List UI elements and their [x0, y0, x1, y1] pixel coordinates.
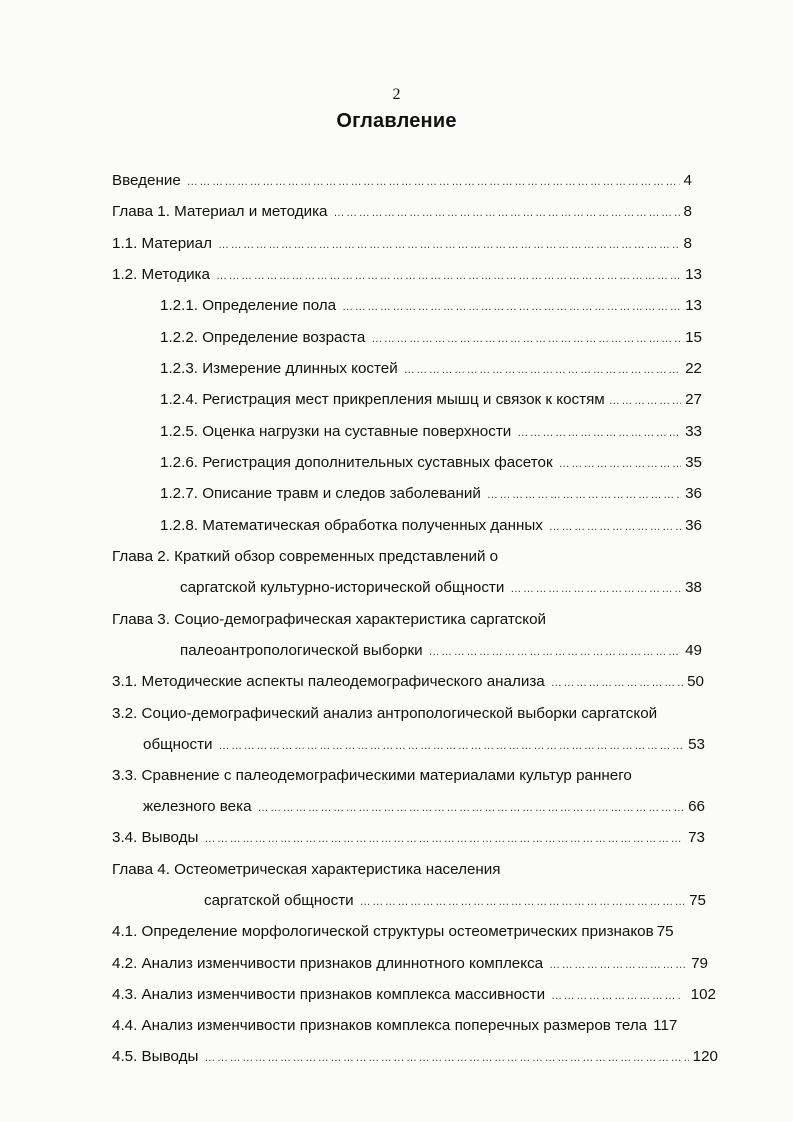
dot-leader [258, 797, 685, 819]
toc-entry-page: 8 [683, 235, 692, 252]
toc-entry-page: 35 [685, 454, 702, 471]
toc-entry-label: 4.4. Анализ изменчивости признаков комплекса поперечных размеров тела [112, 1017, 648, 1034]
toc-entry-1-2-5[interactable] [160, 421, 702, 443]
toc-entry-4-5[interactable] [112, 1046, 718, 1068]
toc-entry-label: 1.2.7. Описание травм и следов заболеваний [160, 485, 481, 502]
dot-leader [429, 641, 682, 663]
toc-entry-label: 1.2.1. Определение пола [160, 297, 337, 314]
toc-entry-page: 79 [691, 955, 708, 972]
toc-entry-4-3[interactable] [112, 984, 716, 1006]
toc-entry-introduction[interactable] [112, 170, 692, 192]
toc-entry-3-2[interactable] [143, 734, 705, 756]
toc-entry-page: 75 [656, 923, 674, 940]
toc-entry-page: 50 [687, 673, 704, 690]
toc-entry-page: 102 [690, 986, 716, 1003]
toc-entry-page: 36 [685, 485, 702, 502]
dot-leader [551, 672, 683, 694]
toc-entry-page: 13 [685, 297, 702, 314]
toc-entry-label: 1.2. Методика [112, 266, 210, 283]
dot-leader [334, 202, 680, 224]
toc-entry-label: 4.5. Выводы [112, 1048, 199, 1065]
toc-entry-chapter-3-heading[interactable]: Глава 3. Социо-демографическая характеристика саргатской [112, 611, 547, 628]
toc-entry-label: палеоантропологической выборки [180, 642, 423, 659]
toc-entry-label: железного века [143, 798, 252, 815]
dot-leader [218, 234, 680, 256]
dot-leader [609, 390, 681, 412]
dot-leader [342, 296, 681, 318]
toc-entry-3-3-heading[interactable]: 3.3. Сравнение с палеодемографическими материалами культур раннего [112, 767, 632, 784]
toc-entry-1-2-8[interactable] [160, 515, 702, 537]
toc-entry-1-2-3[interactable] [160, 358, 702, 380]
toc-entry-label: Глава 1. Материал и методика [112, 203, 328, 220]
toc-entry-page: 49 [685, 642, 702, 659]
dot-leader [219, 735, 685, 757]
toc-entry-chapter-2-heading[interactable]: Глава 2. Краткий обзор современных представлений о [112, 548, 499, 565]
toc-entry-label: 1.2.6. Регистрация дополнительных суставных фасеток [160, 454, 553, 471]
toc-entry-3-4[interactable] [112, 827, 705, 849]
toc-entry-label: 1.2.2. Определение возраста [160, 329, 366, 346]
dot-leader [487, 484, 681, 506]
toc-entry-1-2-2[interactable] [160, 327, 702, 349]
toc-entry-1-1[interactable] [112, 233, 692, 255]
toc-entry-chapter-3[interactable] [180, 640, 702, 662]
dot-leader [360, 891, 685, 913]
toc-entry-4-4[interactable] [112, 1015, 718, 1037]
toc-entry-page: 4 [683, 172, 692, 189]
toc-entry-page: 22 [685, 360, 702, 377]
toc-entry-chapter-1[interactable] [112, 201, 692, 223]
toc-entry-label: саргатской общности [204, 892, 354, 909]
toc-entry-1-2-7[interactable] [160, 483, 702, 505]
toc-entry-page: 38 [685, 579, 702, 596]
toc-entry-label: 3.4. Выводы [112, 829, 199, 846]
dot-leader [404, 359, 681, 381]
toc-entry-1-2[interactable] [112, 264, 702, 286]
toc-entry-page: 120 [692, 1048, 718, 1065]
toc-entry-label: 3.1. Методические аспекты палеодемографического анализа [112, 673, 545, 690]
dot-leader [216, 265, 681, 287]
toc-entry-3-2-heading[interactable]: 3.2. Социо-демографический анализ антропологической выборки саргатской [112, 705, 658, 722]
toc-entry-label: 4.3. Анализ изменчивости признаков комплекса массивности [112, 986, 546, 1003]
toc-entry-4-2[interactable] [112, 953, 708, 975]
toc-entry-label: 1.2.5. Оценка нагрузки на суставные поверхности [160, 423, 512, 440]
toc-entry-chapter-2[interactable] [180, 577, 702, 599]
toc-entry-page: 27 [685, 391, 702, 408]
toc-entry-3-3[interactable] [143, 796, 705, 818]
toc-entry-page: 36 [685, 517, 702, 534]
toc-entry-label: Введение [112, 172, 181, 189]
dot-leader [510, 578, 681, 600]
toc-entry-label: 1.1. Материал [112, 235, 212, 252]
toc-entry-label: 1.2.4. Регистрация мест прикрепления мышц и связок к костям [160, 391, 605, 408]
dot-leader [559, 453, 681, 475]
dot-leader [187, 171, 680, 193]
dot-leader [371, 328, 681, 350]
toc-entry-label: 1.2.8. Математическая обработка полученных данных [160, 517, 543, 534]
dot-leader [204, 828, 684, 850]
toc-entry-page: 15 [685, 329, 702, 346]
toc-entry-4-1[interactable] [112, 921, 708, 943]
toc-entry-label: 4.2. Анализ изменчивости признаков длиннотного комплекса [112, 955, 544, 972]
dot-leader [551, 985, 681, 1007]
page-title: Оглавление [336, 110, 457, 132]
toc-entry-page: 73 [688, 829, 705, 846]
toc-entry-page: 75 [689, 892, 706, 909]
toc-entry-1-2-6[interactable] [160, 452, 702, 474]
toc-entry-page: 8 [683, 203, 692, 220]
toc-entry-page: 117 [653, 1017, 678, 1034]
toc-entry-page: 13 [685, 266, 702, 283]
toc-entry-label: саргатской культурно-исторической общности [180, 579, 505, 596]
toc-entry-label: 4.1. Определение морфологической структуры остеометрических признаков [112, 923, 654, 940]
toc-entry-page: 53 [688, 736, 705, 753]
toc-entry-1-2-4[interactable] [160, 389, 702, 411]
page-number: 2 [392, 86, 401, 103]
toc-entry-page: 66 [688, 798, 705, 815]
toc-entry-3-1[interactable] [112, 671, 704, 693]
toc-entry-label: 1.2.3. Измерение длинных костей [160, 360, 398, 377]
toc-entry-1-2-1[interactable] [160, 295, 702, 317]
dot-leader [549, 954, 687, 976]
toc-entry-label: общности [143, 736, 213, 753]
dot-leader [549, 516, 681, 538]
toc-entry-chapter-4[interactable] [204, 890, 706, 912]
dot-leader [517, 422, 681, 444]
toc-entry-chapter-4-heading[interactable]: Глава 4. Остеометрическая характеристика населения [112, 861, 501, 878]
toc-entry-page: 33 [685, 423, 702, 440]
dot-leader [204, 1047, 688, 1069]
